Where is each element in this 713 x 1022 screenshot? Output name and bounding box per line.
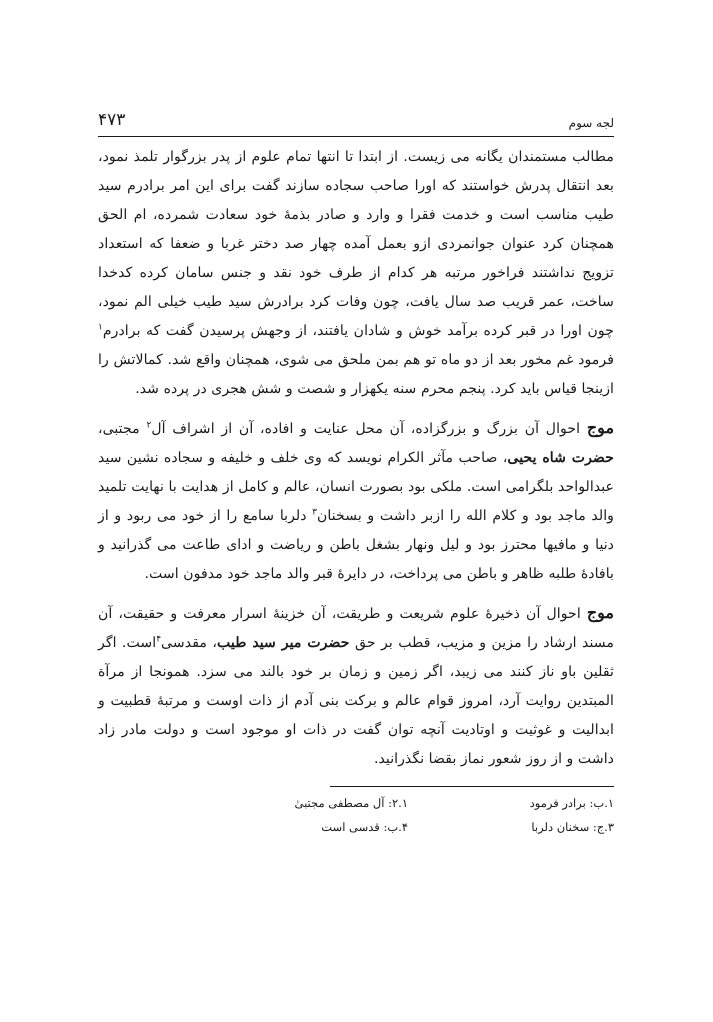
paragraph-2-text-d: دلربا سامع را از خود می ربود و از دنیا و مافیها محترز بود و لیل ونهار بشغل باطن و ریاضت و ادای طاعت می گذرانید و بافادهٔ طلبه ظاهر و باطن می پرداخت، در دایرهٔ قبر والد ماجد خود مدفون است. [98, 508, 614, 582]
paragraph-3-bold-name: حضرت میر سید طیب [216, 635, 350, 651]
footnote-divider [330, 786, 614, 787]
footnote-ref-1: ۱ [98, 322, 103, 333]
paragraph-1 [98, 143, 614, 404]
paragraph-3-lead: موج [586, 603, 614, 622]
footnote-ref-3: ۳ [312, 507, 318, 518]
paragraph-1-text-cont: فرمود غم مخور بعد از دو ماه تو هم بمن ملحق می شوی، همچنان واقع شد. کمالاتش را ازینجا قیاس باید کرد. پنجم محرم سنه یکهزار و شصت و شش هجری در پرده شد. [98, 352, 614, 397]
chapter-title: لجه سوم [568, 116, 614, 130]
paragraph-3-text-c: است. اگر ثقلین باو ناز کنند می زیبد، اگر زمین و زمان بر خود بالند می سزد. همونجا از مرآة المبتدین روایت آرد، امروز قوام عالم و برکت بنی آدم از ذات اوست و مرتبهٔ قطبیت و ابدالیت و غوثیت و اوتادیت آنچه توان گفت در ذات او موجود است و دولت مادر زاد داشت و از روز شعور نماز بقضا نگذرانید. [98, 635, 614, 767]
footnote-2: ۲.۱: آل مصطفی مجتبیٰ [294, 796, 408, 810]
paragraph-2-text-c: ، صاحب مآثر الکرام نویسد که وی خلف و خلیفه و سجاده نشین سید عبدالواحد بلگرامی است. ملکی بود بصورت انسان، عالم و کامل از هدایت با نهایت تلمید والد ماجد بود و کلام الله را ازبر داشت و بسخنان [98, 450, 614, 524]
paragraph-2-text-a: احوال آن بزرگ و بزرگزاده، آن محل عنایت و افاده، آن از اشراف آل [151, 421, 587, 437]
paragraph-1-text: مطالب مستمندان یگانه می زیست. از ابتدا تا انتها تمام علوم از پدر بزرگوار تلمذ نمود، بعد انتقال پدرش خواستند که اورا صاحب سجاده سازند گفت برای این امر برادرم سید طیب مناسب است و خدمت فقرا و وارد و صادر بذمهٔ خود سعادت شمرده، ام الحق همچنان کرد عنوان جوانمردی ازو بعمل آمده چهار صد دختر غربا و ضعفا که استعداد تزویج نداشتند فراخور مرتبه هر کدام از طرف خود نقد و جنس سامان کرده کدخدا ساخت، عمر قریب صد سال یافت، چون وفات کرد برادرش سید طیب خیلی الم نمود، چون اورا در قبر کرده برآمد خوش و شادان یافتند، از وجهش پرسیدن گفت که برادرم [98, 149, 614, 339]
footnote-1: ۱.ب: برادر فرمود [529, 796, 614, 810]
paragraph-2-bold-name: حضرت شاه یحیی [507, 450, 614, 466]
page-number: ۴۷۳ [98, 110, 126, 130]
footnote-ref-4: ۴ [156, 634, 162, 645]
body-text [98, 143, 614, 774]
paragraph-2-text-b: مجتبی، [98, 421, 147, 437]
footnote-4: ۴.ب: قدسی است [321, 820, 408, 834]
footnote-3: ۳.ج: سخنان دلربا [531, 820, 614, 834]
paragraph-3-text-b: ، مقدسی [161, 635, 217, 651]
document-page [98, 108, 614, 948]
paragraph-2 [98, 413, 614, 589]
footnotes [98, 795, 614, 835]
paragraph-3-text-a: احوال آن ذخیرهٔ علوم شریعت و طریقت، آن خزینهٔ اسرار معرفت و حقیقت، آن مسند ارشاد را مزین و مزیب، قطب بر حق [98, 606, 615, 651]
footnote-ref-2: ۲ [146, 420, 152, 431]
running-header [98, 108, 614, 137]
paragraph-3 [98, 598, 614, 774]
paragraph-2-lead: موج [586, 418, 615, 437]
